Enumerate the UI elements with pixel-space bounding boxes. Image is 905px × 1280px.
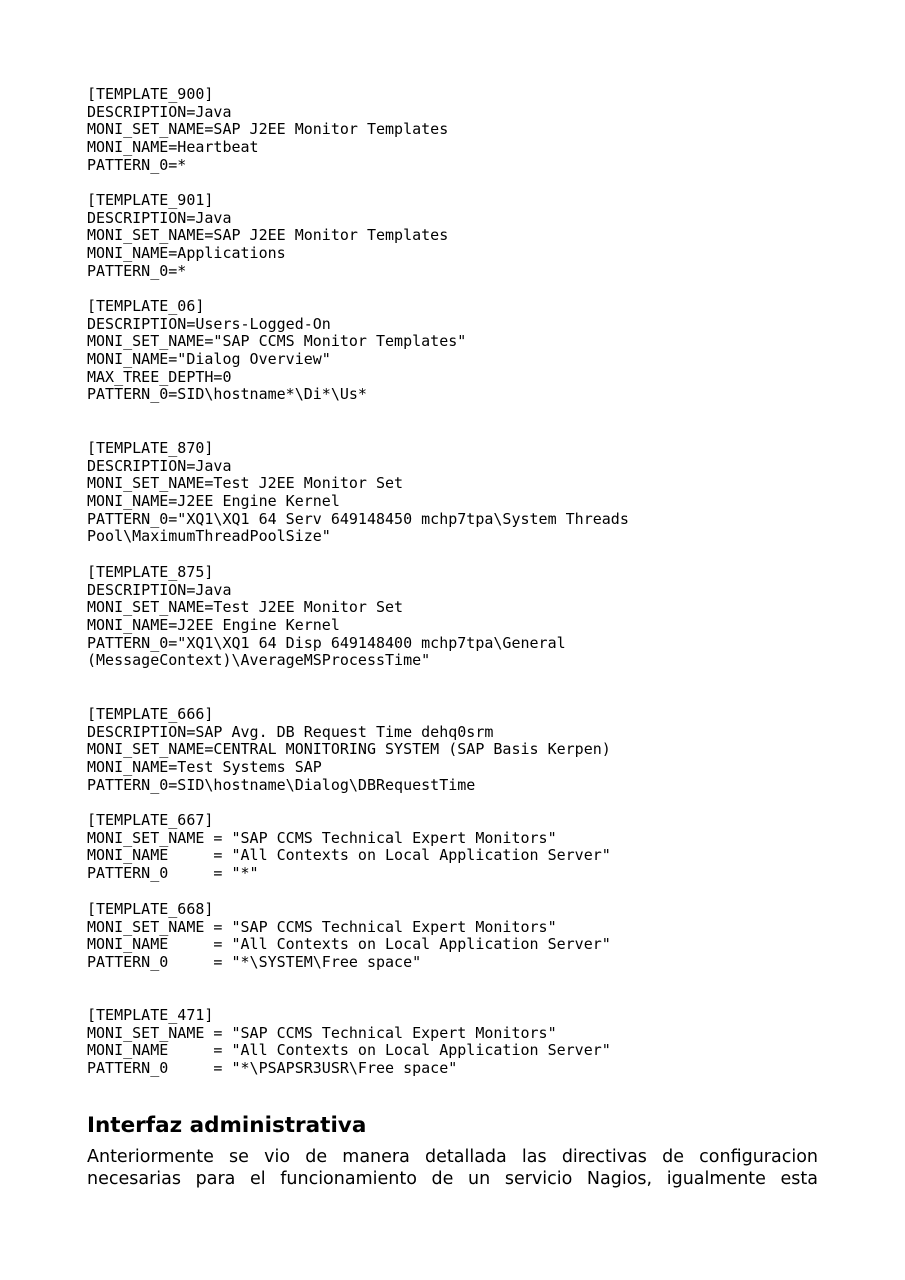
code-line: DESCRIPTION=Users-Logged-On [87,314,331,333]
config-template-block [87,298,466,404]
code-line: MONI_NAME=Test Systems SAP [87,758,322,777]
config-template-block [87,86,448,174]
code-line: MONI_NAME = "All Contexts on Local Application Server" [87,935,611,954]
code-line: [TEMPLATE_668] [87,900,214,918]
config-template-block [87,812,611,883]
code-line: [TEMPLATE_870] [87,439,214,457]
code-line: MONI_NAME = "All Contexts on Local Application Server" [87,846,611,865]
code-line: MONI_SET_NAME=Test J2EE Monitor Set [87,598,404,617]
code-line: Pool\MaximumThreadPoolSize" [87,527,331,546]
code-line: [TEMPLATE_901] [87,191,214,209]
code-line: MONI_NAME=Applications [87,244,286,263]
code-line: MONI_SET_NAME=SAP J2EE Monitor Templates [87,120,449,139]
code-line: MONI_SET_NAME=CENTRAL MONITORING SYSTEM (SAP Basis Kerpen) [87,740,611,759]
code-line: [TEMPLATE_06] [87,297,205,315]
code-line: MONI_NAME = "All Contexts on Local Application Server" [87,1041,611,1060]
code-line: MONI_NAME=J2EE Engine Kernel [87,616,340,635]
code-line: MONI_SET_NAME=SAP J2EE Monitor Templates [87,226,449,245]
code-line: DESCRIPTION=SAP Avg. DB Request Time dehq0srm [87,722,494,741]
code-line: MONI_SET_NAME="SAP CCMS Monitor Templates" [87,332,467,351]
code-line: MONI_NAME=Heartbeat [87,138,259,157]
code-line: MONI_SET_NAME = "SAP CCMS Technical Expert Monitors" [87,1023,557,1042]
code-line: [TEMPLATE_667] [87,811,214,829]
code-line: MAX_TREE_DEPTH=0 [87,367,232,386]
code-line: MONI_NAME="Dialog Overview" [87,350,331,369]
code-line: DESCRIPTION=Java [87,456,232,475]
config-template-block [87,901,611,972]
code-line: [TEMPLATE_875] [87,563,214,581]
config-template-block [87,564,566,670]
code-line: MONI_SET_NAME = "SAP CCMS Technical Expert Monitors" [87,828,557,847]
code-line: [TEMPLATE_471] [87,1006,214,1024]
body-paragraph: Anteriormente se vio de manera detallada las directivas de configuracion necesarias para el funcionamiento de un servicio Nagios, igualmente esta [87,1147,818,1189]
code-line: DESCRIPTION=Java [87,208,232,227]
code-line: PATTERN_0=SID\hostname*\Di*\Us* [87,385,367,404]
code-line: MONI_SET_NAME = "SAP CCMS Technical Expert Monitors" [87,917,557,936]
section-heading: Interfaz administrativa [87,1113,367,1138]
config-template-block [87,706,611,794]
code-line: PATTERN_0 = "*\SYSTEM\Free space" [87,953,422,972]
code-line: PATTERN_0 = "*" [87,864,259,883]
code-line: DESCRIPTION=Java [87,580,232,599]
code-line: PATTERN_0=SID\hostname\Dialog\DBRequestTime [87,775,476,794]
code-line: PATTERN_0 = "*\PSAPSR3USR\Free space" [87,1059,458,1078]
config-template-block [87,440,629,546]
code-line: (MessageContext)\AverageMSProcessTime" [87,651,431,670]
code-line: [TEMPLATE_666] [87,705,214,723]
code-line: DESCRIPTION=Java [87,102,232,121]
code-line: MONI_SET_NAME=Test J2EE Monitor Set [87,474,404,493]
code-line: PATTERN_0=* [87,155,187,174]
code-line: PATTERN_0=* [87,261,187,280]
code-line: [TEMPLATE_900] [87,85,214,103]
code-line: PATTERN_0="XQ1\XQ1 64 Serv 649148450 mchp7tpa\System Threads [87,509,629,528]
code-line: MONI_NAME=J2EE Engine Kernel [87,492,340,511]
config-template-block [87,192,448,280]
code-line: PATTERN_0="XQ1\XQ1 64 Disp 649148400 mchp7tpa\General [87,633,566,652]
config-template-block [87,1007,611,1078]
